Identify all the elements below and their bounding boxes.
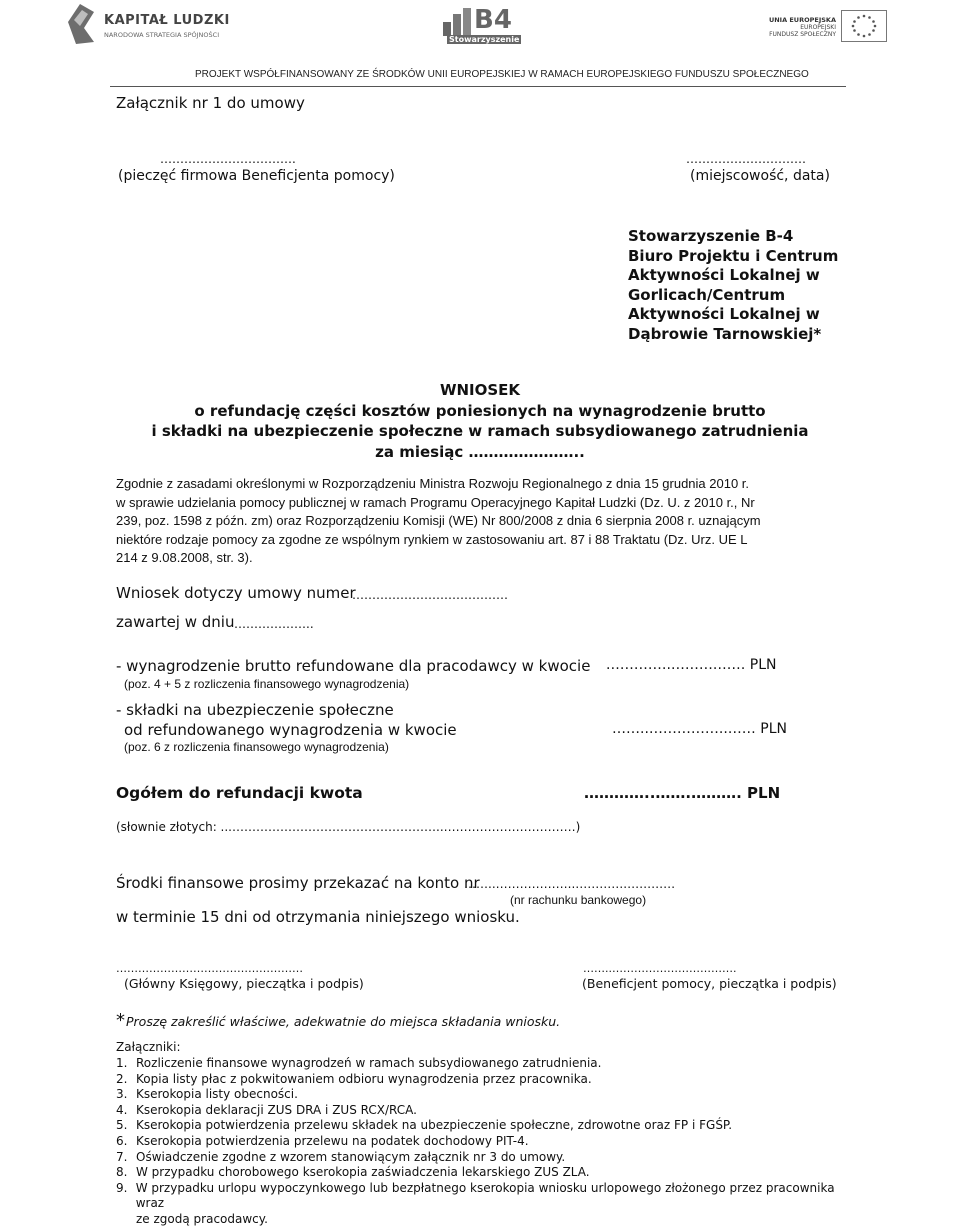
stamp-label: (pieczęć firmowa Beneficjenta pomocy) [118, 168, 395, 184]
stamp-dots: ……………………………. [160, 152, 296, 166]
list-item-number: 9. [116, 1180, 128, 1195]
place-date-dots: ………………………… [686, 152, 806, 166]
addressee-line: Aktywności Lokalnej w [628, 266, 820, 284]
list-item [116, 1150, 856, 1166]
contract-number-field[interactable]: ………………………………… [352, 588, 508, 602]
addressee-line: Dąbrowie Tarnowskiej* [628, 324, 822, 343]
list-item-number: 6. [116, 1133, 128, 1148]
total-amount[interactable]: …………..…….………. PLN [584, 784, 781, 802]
addressee-line: Biuro Projektu i Centrum [628, 246, 839, 265]
header-divider [110, 86, 846, 87]
list-item-text: Oświadczenie zgodne z wzorem stanowiącym załącznik nr 3 do umowy. [136, 1149, 566, 1164]
list-item-text: W przypadku chorobowego kserokopia zaświadczenia lekarskiego ZUS ZLA. [136, 1165, 590, 1180]
legal-line: 214 z 9.08.2008, str. 3). [116, 550, 253, 565]
gross-salary-amount[interactable]: .………….……….…… PLN [606, 657, 777, 673]
addressee-block [628, 227, 838, 344]
list-item [116, 1165, 856, 1181]
list-item-number: 4. [116, 1102, 128, 1117]
header-logos [0, 0, 960, 90]
list-item-number: 7. [116, 1149, 128, 1164]
list-item-text: Kserokopia potwierdzenia przelewu składek na ubezpieczenie społeczne, zdrowotne oraz FP i FGŚP. [136, 1118, 733, 1133]
list-item [116, 1134, 856, 1150]
list-item-text: Kserokopia deklaracji ZUS DRA i ZUS RCX/RCA. [136, 1102, 417, 1117]
kapital-ludzki-logo-icon [66, 2, 96, 46]
addressee-line: Stowarzyszenie B-4 [628, 227, 794, 245]
list-item-text: Rozliczenie finansowe wynagrodzeń w ramach subsydiowanego zatrudnienia. [136, 1056, 602, 1070]
attachments-list [116, 1056, 856, 1228]
logo-center-subtitle: Stowarzyszenie [449, 35, 520, 44]
legal-line: niektóre rodzaje pomocy za zgodne ze wspólnym rynkiem w zastosowaniu art. 87 i 88 Traktatu (Dz. Urz. UE L [116, 531, 748, 547]
list-item-text: Kserokopia potwierdzenia przelewu na podatek dochodowy PIT-4. [136, 1133, 529, 1148]
deadline-text: w terminie 15 dni od otrzymania niniejszego wniosku. [116, 908, 520, 926]
total-label: Ogółem do refundacji kwota [116, 784, 363, 802]
transfer-label: Środki finansowe prosimy przekazać na konto nr [116, 874, 480, 892]
attachments-heading: Załączniki: [116, 1040, 181, 1054]
gross-salary-note: (poz. 4 + 5 z rozliczenia finansowego wynagrodzenia) [124, 677, 410, 691]
list-item [116, 1056, 856, 1072]
signature-dots-beneficiary: ……..……………………………. [583, 962, 737, 975]
list-item-continuation: ze zgodą pracodawcy. [136, 1211, 268, 1226]
footnote-mark: * [116, 1010, 125, 1031]
amount-in-words-field[interactable]: (słownie złotych: ...……………………………………………..……………………………) [116, 820, 581, 834]
legal-basis-paragraph [116, 475, 856, 568]
title-line: za miesiąc ………………….. [375, 442, 585, 461]
contributions-amount[interactable]: ……..……………..…… PLN [612, 721, 787, 737]
b4-logo-icon [443, 8, 473, 36]
contributions-label-2: od refundowanego wynagrodzenia w kwocie [124, 721, 457, 739]
logo-center-mark: B4 [474, 5, 512, 35]
legal-line: 239, poz. 1598 z późn. zm) oraz Rozporządzeniu Komisji (WE) Nr 800/2008 z dnia 6 sierpnia 2008 r. uznającym [116, 513, 761, 528]
logo-right-line2: EUROPEJSKI [800, 24, 836, 31]
list-item-number: 1. [116, 1056, 128, 1070]
legal-line: Zgodnie z zasadami określonymi w Rozporządzeniu Ministra Rozwoju Regionalnego z dnia 15 grudnia 2010 r. [116, 476, 750, 491]
annex-title: Załącznik nr 1 do umowy [116, 94, 305, 112]
list-item-number: 2. [116, 1071, 128, 1086]
contract-date-field[interactable]: ……………….. [234, 617, 314, 631]
contract-date-label: zawartej w dniu [116, 613, 235, 631]
contributions-label: - składki na ubezpieczenie społeczne [116, 701, 394, 719]
contributions-note: (poz. 6 z rozliczenia finansowego wynagrodzenia) [124, 740, 389, 754]
logo-right-line3: FUNDUSZ SPOŁECZNY [769, 31, 836, 38]
list-item [116, 1103, 856, 1119]
logo-left-title: KAPITAŁ LUDZKI [104, 13, 230, 28]
bank-account-field[interactable]: ……..………………..………….………… [464, 877, 676, 891]
contract-number-label: Wniosek dotyczy umowy numer [116, 584, 356, 602]
title-line: WNIOSEK [439, 381, 521, 399]
logo-right-line1: UNIA EUROPEJSKA [768, 16, 836, 24]
logo-left-subtitle: NARODOWA STRATEGIA SPÓJNOŚCI [104, 31, 220, 39]
list-item [116, 1118, 856, 1134]
addressee-line: Aktywności Lokalnej w [628, 305, 820, 323]
place-date-label: (miejscowość, data) [690, 168, 830, 184]
list-item-number: 8. [116, 1165, 128, 1180]
document-title [100, 380, 860, 462]
legal-line: w sprawie udzielania pomocy publicznej w ramach Programu Operacyjnego Kapitał Ludzki (Dz. U. z 2010 r., Nr [116, 494, 755, 510]
footnote-text: Proszę zakreślić właściwe, adekwatnie do miejsca składania wniosku. [126, 1014, 561, 1029]
list-item-number: 5. [116, 1118, 128, 1133]
eu-flag-icon [841, 10, 887, 42]
addressee-line: Gorlicach/Centrum [628, 285, 786, 304]
signature-dots-accountant: …………………………………………… [116, 962, 303, 975]
list-item [116, 1072, 856, 1088]
project-cofinancing-line: PROJEKT WSPÓŁFINANSOWANY ZE ŚRODKÓW UNII EUROPEJSKIEJ W RAMACH EUROPEJSKIEGO FUNDUSZU SPOŁECZNEGO [195, 69, 809, 80]
list-item-number: 3. [116, 1087, 128, 1102]
list-item-text: W przypadku urlopu wypoczynkowego lub bezpłatnego kserokopia wniosku urlopowego złożonego przez pracownika wraz [135, 1180, 835, 1211]
list-item [116, 1181, 856, 1212]
gross-salary-label: - wynagrodzenie brutto refundowane dla pracodawcy w kwocie [116, 657, 591, 675]
list-item-text: Kserokopia listy obecności. [136, 1087, 298, 1102]
list-item [116, 1087, 856, 1103]
bank-account-note: (nr rachunku bankowego) [510, 893, 647, 907]
list-item-text: Kopia listy płac z pokwitowaniem odbioru wynagrodzenia przez pracownika. [136, 1071, 592, 1086]
signature-label-accountant: (Główny Księgowy, pieczątka i podpis) [124, 976, 364, 991]
title-line: i składki na ubezpieczenie społeczne w ramach subsydiowanego zatrudnienia [151, 422, 809, 440]
signature-label-beneficiary: (Beneficjent pomocy, pieczątka i podpis) [582, 976, 837, 991]
title-line: o refundację części kosztów poniesionych na wynagrodzenie brutto [194, 401, 766, 420]
